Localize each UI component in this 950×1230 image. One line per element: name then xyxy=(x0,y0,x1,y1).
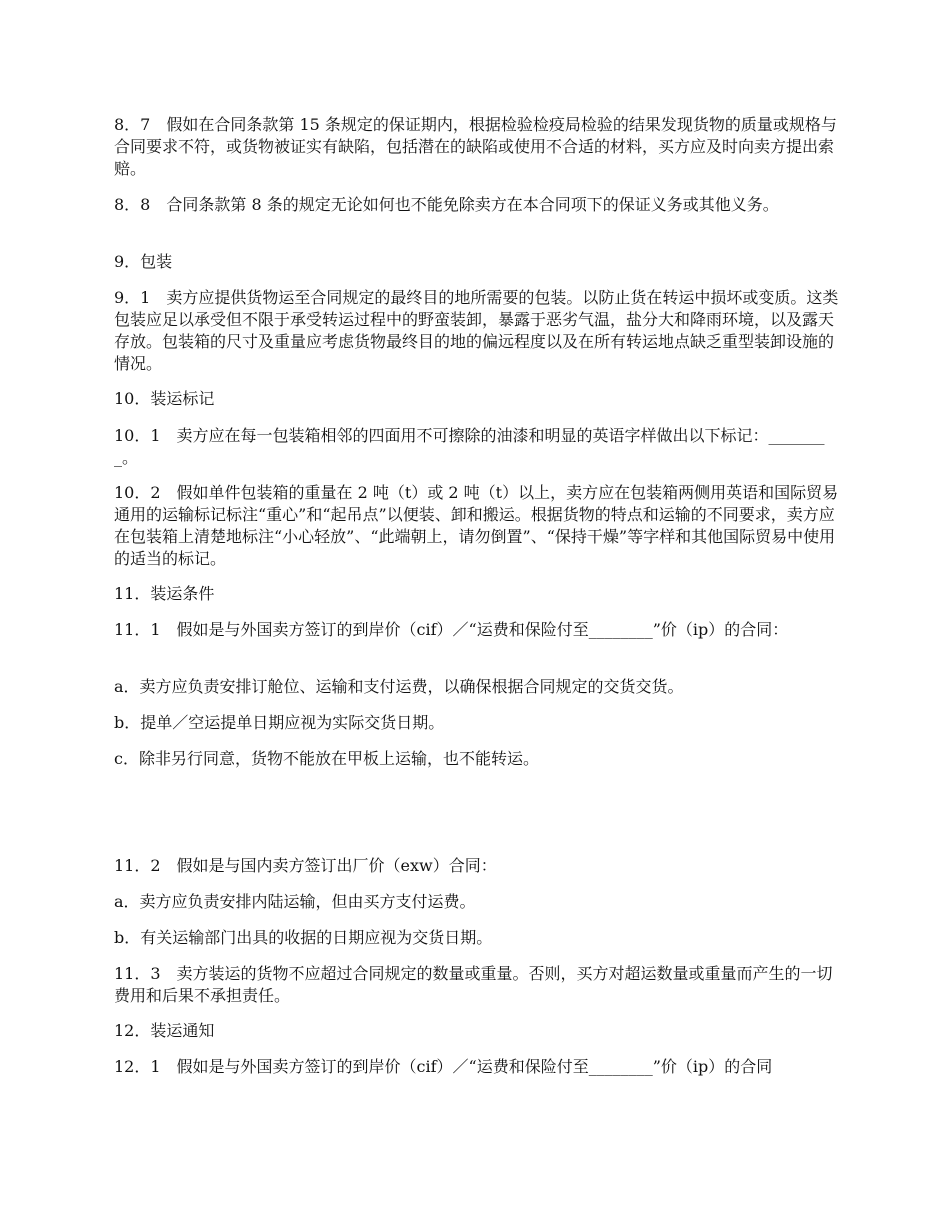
clause-11-1-b: b．提单／空运提单日期应视为实际交货日期。 xyxy=(114,713,445,732)
clause-11-2-a: a．卖方应负责安排内陆运输，但由买方支付运费。 xyxy=(114,892,476,911)
section-10-heading: 10．装运标记 xyxy=(114,389,215,408)
clause-10-2: 10．2 假如单件包装箱的重量在 2 吨（t）或 2 吨（t）以上，卖方应在包装箱两侧用英语和国际贸易通用的运输标记标注“重心”和“起吊点”以便装、卸和搬运。根据货物的特点和运输的不同要求，卖方应在包装箱上清楚地标注“小心轻放”、“此端朝上，请勿倒置”、“保持干燥”等字样和其他国际贸易中使用的适当的标记。 xyxy=(114,483,839,568)
clause-11-1-c: c．除非另行同意，货物不能放在甲板上运输，也不能转运。 xyxy=(114,749,539,768)
clause-8-7: 8．7 假如在合同条款第 15 条规定的保证期内，根据检验检疫局检验的结果发现货物的质量或规格与合同要求不符，或货物被证实有缺陷，包括潜在的缺陷或使用不合适的材料，买方应及时向卖方提出索赔。 xyxy=(114,115,837,178)
section-12-heading: 12．装运通知 xyxy=(114,1021,215,1040)
clause-12-1: 12．1 假如是与外国卖方签订的到岸价（cif）／“运费和保险付至________”价（ip）的合同 xyxy=(114,1057,773,1076)
clause-11-1: 11．1 假如是与外国卖方签订的到岸价（cif）／“运费和保险付至________”价（ip）的合同： xyxy=(114,620,789,639)
clause-8-8: 8．8 合同条款第 8 条的规定无论如何也不能免除卖方在本合同项下的保证义务或其他义务。 xyxy=(114,195,779,214)
section-9-heading: 9．包装 xyxy=(114,252,173,271)
clause-11-1-a: a．卖方应负责安排订舱位、运输和支付运费，以确保根据合同规定的交货交货。 xyxy=(114,677,684,696)
clause-11-2: 11．2 假如是与国内卖方签订出厂价（exw）合同： xyxy=(114,856,497,875)
clause-11-3: 11．3 卖方装运的货物不应超过合同规定的数量或重量。否则，买方对超运数量或重量而产生的一切费用和后果不承担责任。 xyxy=(114,964,833,1005)
section-11-heading: 11．装运条件 xyxy=(114,584,215,603)
clause-9-1: 9．1 卖方应提供货物运至合同规定的最终目的地所需要的包装。以防止货在转运中损坏或变质。这类包装应足以承受但不限于承受转运过程中的野蛮装卸，暴露于恶劣气温，盐分大和降雨环境，以及露天存放。包装箱的尺寸及重量应考虑货物最终目的地的偏远程度以及在所有转运地点缺乏重型装卸设施的情况。 xyxy=(114,288,839,373)
clause-11-2-b: b．有关运输部门出具的收据的日期应视为交货日期。 xyxy=(114,928,493,947)
clause-10-1: 10．1 卖方应在每一包装箱相邻的四面用不可擦除的油漆和明显的英语字样做出以下标记：________。 xyxy=(114,426,825,467)
